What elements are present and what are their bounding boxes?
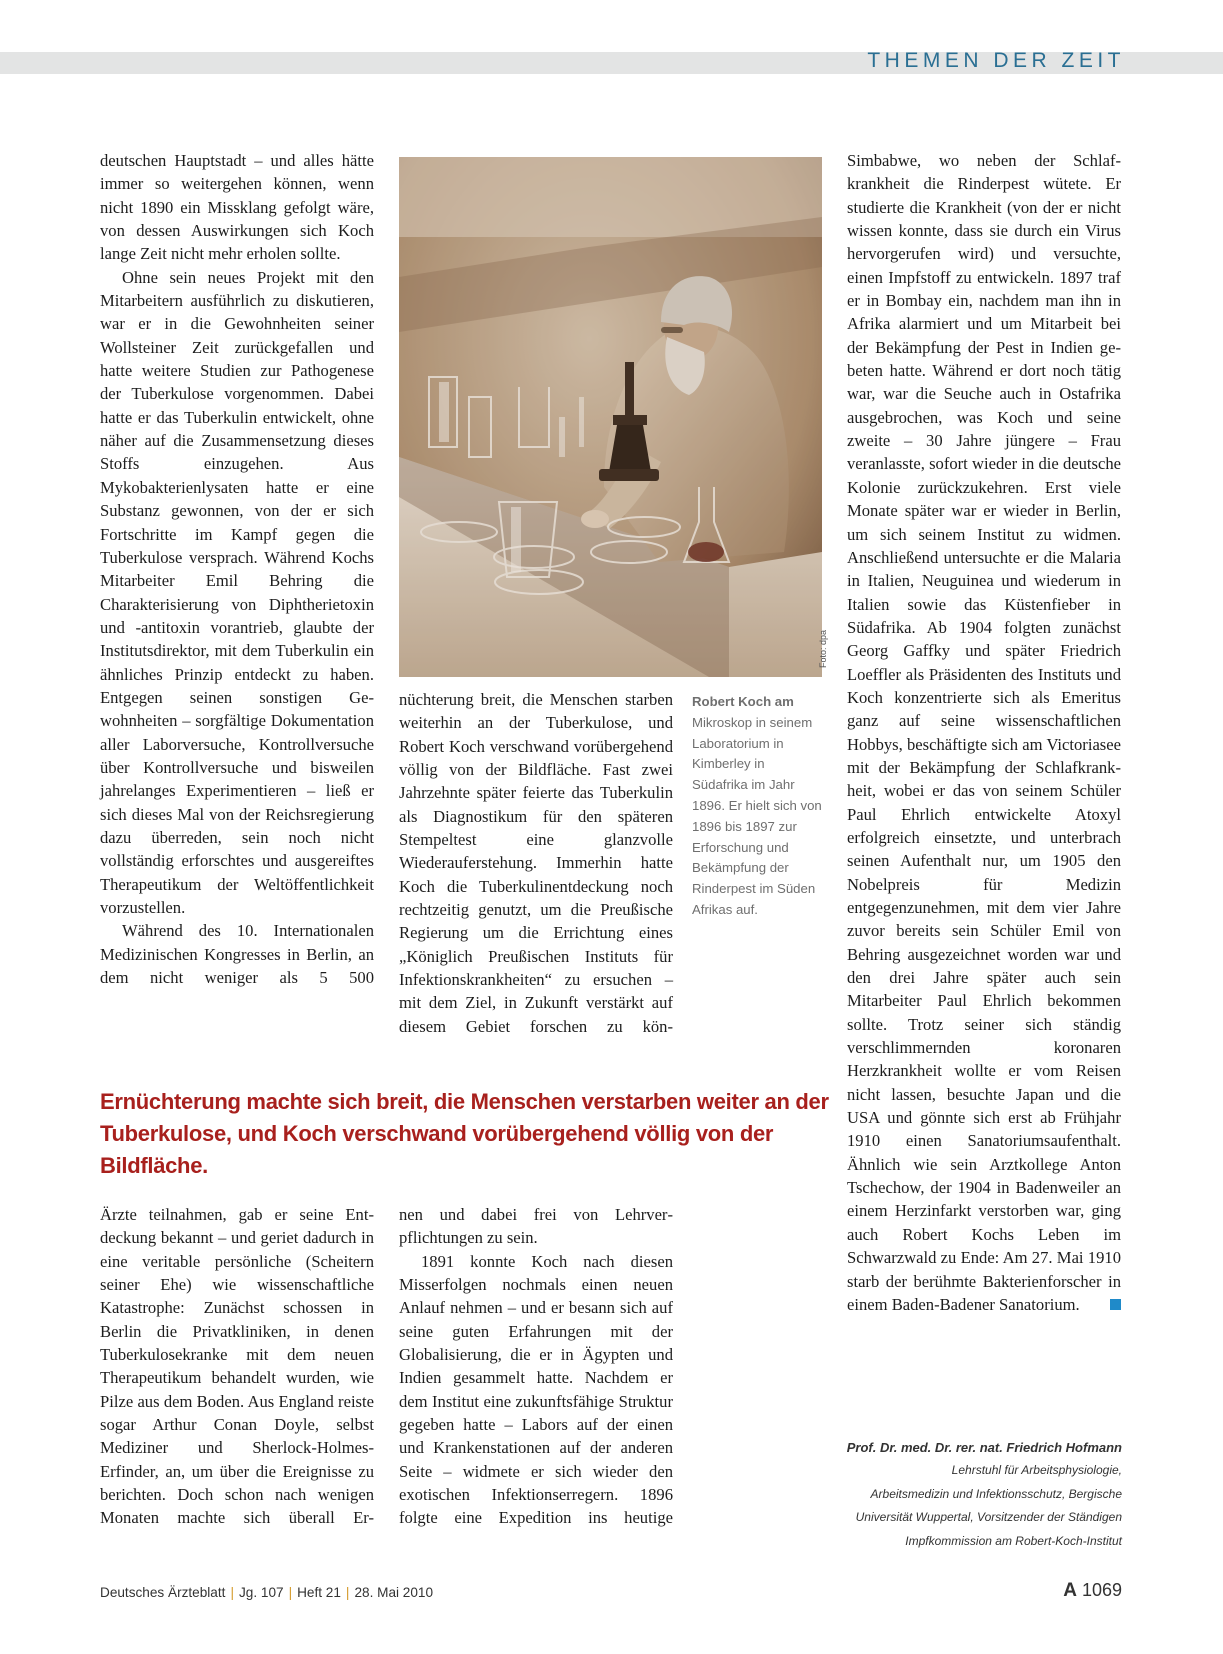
paragraph: nen und dabei frei von Lehrverpflichtungen zu sein. — [399, 1205, 673, 1248]
page-prefix: A — [1063, 1580, 1077, 1601]
journal-volume: Jg. 107 — [238, 1585, 284, 1600]
photo-credit: Foto: dpa — [818, 629, 828, 668]
author-affiliation-line: Impfkommission am Robert-Koch-Institut — [905, 1533, 1122, 1548]
article-end-mark — [1110, 1299, 1121, 1310]
author-block — [802, 1436, 1122, 1553]
caption-text: Mikroskop in seinem Laboratorium in Kimberley in Südafrika im Jahr 1896. Er hielt sich von 1896 bis 1897 zur Erforschung und Bekämpfung der Rinderpest im Süden Afrikas auf. — [692, 714, 822, 917]
footer-separator: | — [230, 1585, 234, 1600]
author-affiliation-line: Universität Wuppertal, Vorsitzender der Ständigen — [855, 1510, 1122, 1525]
paragraph: Simbabwe, wo neben der Schlafkrankheit die Rinderpest wütete. Er studierte die Krankheit (von der er nicht wissen konnte, dass sie durch ein Virus hervorgerufen wird) und versuchte, einen Impfstoff zu entwickeln. 1897 traf er in Bombay ein, nachdem man ihn in Afrika alarmiert und um Mitarbeit bei der Bekämpfung der Pest in Indien gebeten hatte. Während er dort noch tätig war, war die Seuche auch in Ostafrika ausgebrochen, was Koch und seine zweite – 30 Jahre jüngere – Frau veranlasste, sofort wieder in die deutsche Kolonie zurückzukehren. Erst viele Monate später war er wieder in Berlin, um sich seinem Institut zu widmen. Anschließend untersuchte er die Malaria in Italien, Neuguinea und wiederum in Italien sowie das Küstenfieber in Südafrika. Ab 1904 folgten zunächst Georg Gaffky und später Friedrich Loeffler als Präsidenten des Instituts und Koch konzentrierte sich als Emeritus ganz auf seine wissenschaftlichen Hobbys, beschäftigte sich am Victoriasee mit der Bekämpfung der Schlafkrankheit, wobei er das von seinem Schüler Paul Ehrlich entwickelte Atoxyl erfolgreich einsetzte, und unterbrach seinen Aufenthalt nur, um 1905 den Nobelpreis für Medizin entgegenzunehmen, mit dem vier Jahre zuvor bereits sein Schüler Emil von Behring ausgezeichnet worden war und den drei Jahre später auch sein Mitarbeiter Paul Ehrlich bekommen sollte. Trotz seiner sich ständig verschlimmernden koronaren Herzkrankheit wollte er vom Reisen nicht lassen, besuchte Japan und die USA und gönnte sich erst ab Frühjahr 1910 einen Sanatoriumsaufenthalt. Ähnlich wie sein Arztkollege Anton Tschechow, der 1904 in Badenweiler an einem Herzinfarkt verstorben war, ging auch Robert Kochs Leben im Schwarzwald zu Ende: Am 27. Mai 1910 starb der berühmte Bakterienforscher in einem Baden-Badener Sanatorium. — [847, 151, 1121, 1314]
author-affiliation-line: Lehrstuhl für Arbeitsphysiologie, — [951, 1463, 1122, 1478]
author-name: Prof. Dr. med. Dr. rer. nat. Friedrich Hofmann — [846, 1440, 1122, 1455]
paragraph: Ärzte teilnahmen, gab er seine Entdeckung bekannt – und geriet dadurch in eine veritable persönliche (Scheitern seiner Ehe) wie wissenschaftliche Katastrophe: Zunächst schossen in Berlin die Privatkliniken, in denen Tuberkulosekranke mit dem neuen Therapeutikum behandelt wurden, wie Pilze aus dem Boden. Aus England reiste sogar Arthur Conan Doyle, selbst Mediziner und Sherlock-Holmes-Erfinder, an, um über die Ereignisse zu berichten. Doch schon nach wenigen Monaten machte sich überall Er- — [100, 1205, 374, 1528]
page-number — [1063, 1580, 1122, 1602]
paragraph: deutschen Hauptstadt – und alles hätte immer so weitergehen können, wenn nicht 1890 ein Missklang gefolgt wäre, von dessen Auswirkungen sich Koch lange Zeit nicht mehr erholen sollte. — [100, 151, 374, 264]
paragraph: Ohne sein neues Projekt mit den Mitarbeitern ausführlich zu diskutieren, war er in die Gewohnheiten seiner Wollsteiner Zeit zurückgefallen und hatte weitere Studien zur Pathogenese der Tuberkulose vorgenommen. Dabei hatte er das Tuberkulin entwickelt, ohne näher auf die Zusammensetzung dieses Stoffs einzugehen. Aus Mykobakterienlysaten hatte er eine Substanz gewonnen, von der er sich Fortschritte im Kampf gegen die Tuberkulose versprach. Während Kochs Mitarbeiter Emil Behring die Charakterisierung von Diphtherietoxin und -antitoxin vorantrieb, glaubte der Institutsdirektor, mit dem Tuberkulin ein ähnliches Prinzip entdeckt zu haben. Entgegen seinen sonstigen Gewohnheiten – sorgfältige Dokumentation aller Laborversuche, Kontrollversuche über Kontrollversuche und bisweilen jahrelanges Experimentieren – ließ er sich dieses Mal von der Reichsregierung dazu überreden, sein noch nicht vollständig erforschtes und ausgereiftes Therapeutikum der Weltöffentlichkeit vorzustellen. — [100, 267, 374, 917]
column-top-middle — [399, 688, 673, 1038]
column-top-left — [100, 149, 374, 989]
column-bottom-left — [100, 1203, 374, 1530]
issue-date: 28. Mai 2010 — [354, 1585, 434, 1600]
column-right — [847, 149, 1121, 1316]
pull-quote: Ernüchterung machte sich breit, die Menschen verstarben weiter an der Tuberkulose, und Koch verschwand vorübergehend völlig von der Bildfläche. — [100, 1089, 829, 1178]
koch-microscope-photo — [399, 157, 822, 677]
footer-citation — [100, 1585, 433, 1600]
section-label: THEMEN DER ZEIT — [867, 49, 1125, 72]
photo-caption — [692, 692, 822, 921]
paragraph: nüchterung breit, die Menschen starben weiterhin an der Tuberkulose, und Robert Koch verschwand vorübergehend völlig von der Bildfläche. Fast zwei Jahrzehnte später feierte das Tuberkulin als Diagnostikum für den späteren Stempeltest eine glanzvolle Wiederauferstehung. Immerhin hatte Koch die Tuberkulinentdeckung noch rechtzeitig genutzt, um die Preußische Regierung um die Errichtung eines „Königlich Preußischen Instituts für Infektionskrankheiten“ zu ersuchen – mit dem Ziel, in Zukunft verstärkt auf diesem Gebiet forschen zu kön- — [399, 690, 673, 1036]
journal-name: Deutsches Ärzteblatt — [100, 1585, 226, 1600]
author-affiliation-line: Arbeitsmedizin und Infektionsschutz, Bergische — [870, 1486, 1122, 1501]
page-number-value: 1069 — [1081, 1580, 1122, 1600]
footer-separator: | — [345, 1585, 350, 1600]
column-bottom-middle — [399, 1203, 673, 1530]
footer-separator: | — [288, 1585, 293, 1600]
paragraph: Während des 10. Internationalen Medizinischen Kongresses in Berlin, an dem nicht weniger als 5 500 — [100, 921, 374, 988]
journal-issue: Heft 21 — [297, 1585, 341, 1600]
caption-title: Robert Koch am — [692, 694, 794, 709]
paragraph: 1891 konnte Koch nach diesen Misserfolgen nochmals einen neuen Anlauf nehmen – und er besann sich auf seine guten Erfahrungen mit der Globalisierung, die er in Ägypten und Indien gesammelt hatte. Nachdem er dem Institut eine zukunftsfähige Struktur gegeben hatte – Labors auf der einen und Krankenstationen auf der anderen Seite – widmete er sich wieder den exotischen Infektionserregern. 1896 folgte eine Expedition ins heutige — [399, 1251, 673, 1528]
